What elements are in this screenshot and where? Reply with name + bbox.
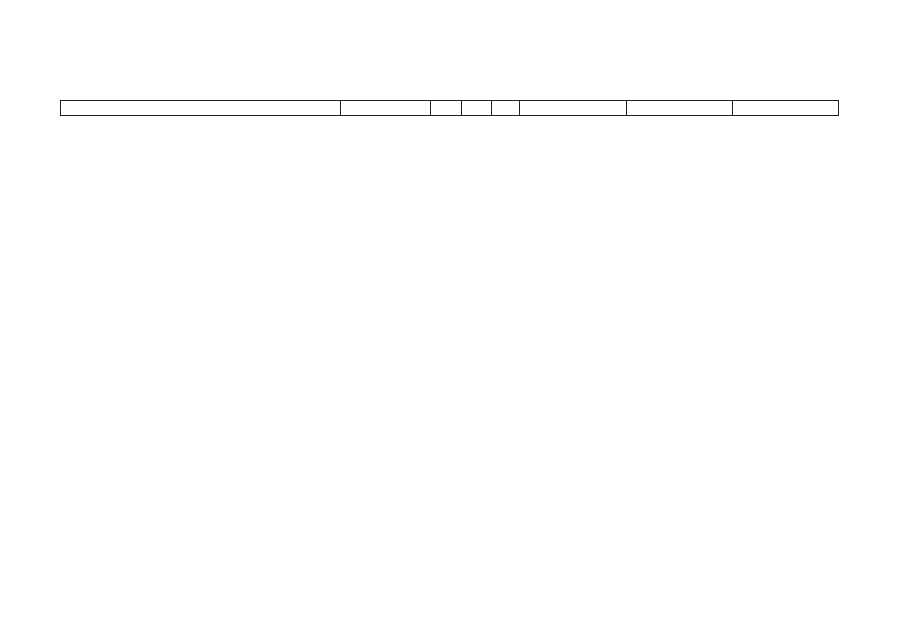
- header-col-5: [492, 101, 520, 115]
- header-col-6: [520, 101, 627, 115]
- header-col-3: [431, 101, 462, 115]
- header-col-4: [462, 101, 493, 115]
- header-col-8: [733, 101, 839, 115]
- header-col-1: [61, 101, 341, 115]
- header-col-7: [627, 101, 733, 115]
- table-header: [60, 100, 839, 116]
- header-col-2: [341, 101, 431, 115]
